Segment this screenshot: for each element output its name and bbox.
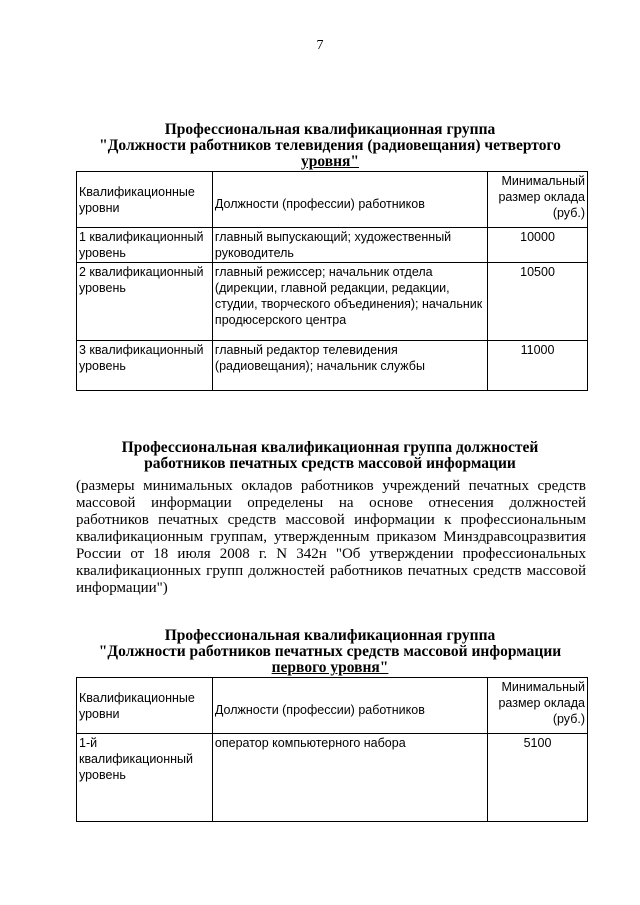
header-positions: Должности (профессии) работников (212, 678, 487, 734)
section2-heading-line-1: Профессиональная квалификационная группа должностей (121, 439, 539, 456)
table-row (77, 734, 588, 822)
table-row (77, 341, 588, 391)
section1-heading (80, 122, 580, 170)
header-level: Квалификационные уровни (77, 172, 213, 228)
section2-heading (80, 440, 580, 472)
row-level: 1-й квалификационный уровень (77, 734, 213, 822)
section2-paragraph: (размеры минимальных окладов работников учреждений печатных средств массовой информации определены на основе отнесения должностей работников печатных средств массовой информации к профессиональным квалификационным группам, утвержденным приказом Минздравсоцразвития России от 18 июля 2008 г. N 342н "Об утверждении профессиональных квалификационных групп должностей работников печатных средств массовой информации") (76, 478, 586, 596)
row-positions: главный редактор телевидения (радиовещания); начальник службы (212, 341, 487, 391)
page-number: 7 (316, 38, 324, 53)
section1-heading-line-1: Профессиональная квалификационная группа (164, 121, 496, 138)
row-pay: 11000 (488, 341, 588, 391)
row-level: 3 квалификационный уровень (77, 341, 213, 391)
table-row (77, 228, 588, 263)
header-positions: Должности (профессии) работников (212, 172, 487, 228)
section2-heading-line-2: работников печатных средств массовой информации (144, 455, 516, 472)
header-level: Квалификационные уровни (77, 678, 213, 734)
row-level: 2 квалификационный уровень (77, 263, 213, 341)
section1-table (76, 171, 588, 391)
section1-heading-line-2: "Должности работников телевидения (радиовещания) четвертого (99, 137, 561, 154)
row-positions: главный выпускающий; художественный руководитель (212, 228, 487, 263)
row-pay: 10500 (488, 263, 588, 341)
row-positions: оператор компьютерного набора (212, 734, 487, 822)
section3-table (76, 677, 588, 822)
section3-heading (80, 628, 580, 676)
header-pay: Минимальный размер оклада (руб.) (488, 172, 588, 228)
header-pay: Минимальный размер оклада (руб.) (488, 678, 588, 734)
section3-heading-line-1: Профессиональная квалификационная группа (164, 627, 496, 644)
row-positions: главный режиссер; начальник отдела (дирекции, главной редакции, редакции, студии, творческого объединения); начальник продюсерского центра (212, 263, 487, 341)
table-header-row (77, 678, 588, 734)
row-level: 1 квалификационный уровень (77, 228, 213, 263)
row-pay: 10000 (488, 228, 588, 263)
table-row (77, 263, 588, 341)
row-pay: 5100 (488, 734, 588, 822)
section3-heading-line-2: "Должности работников печатных средств массовой информации (98, 643, 562, 660)
table-header-row (77, 172, 588, 228)
section3-heading-line-3: первого уровня" (271, 659, 389, 676)
section1-heading-line-3: уровня" (300, 153, 360, 170)
